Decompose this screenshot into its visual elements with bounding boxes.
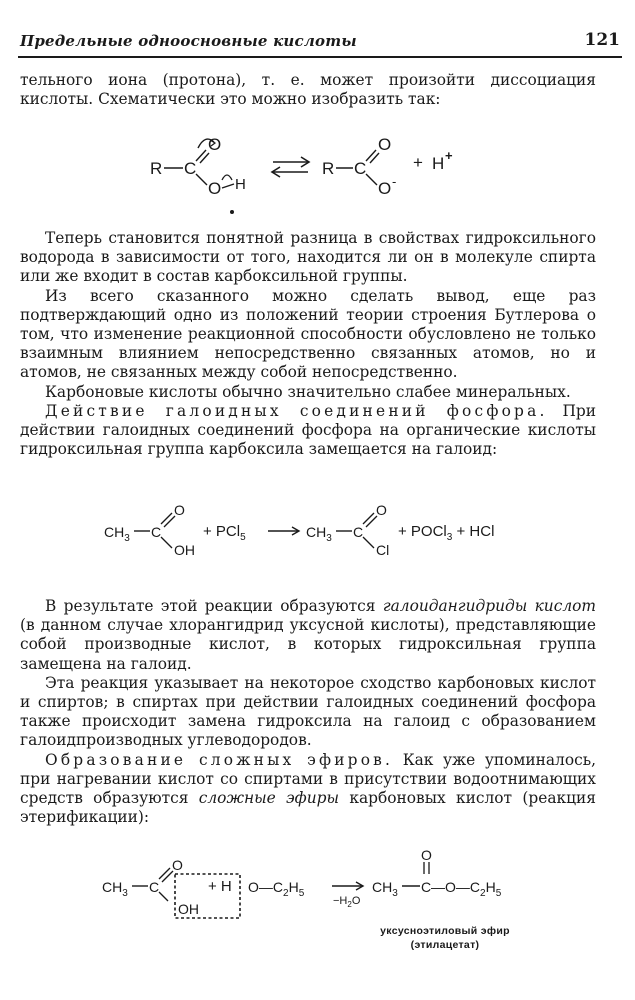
text-block-main [20, 229, 596, 459]
minus-water: $-H_2O$ [333, 895, 361, 909]
acetic-double-bond-a [161, 513, 172, 524]
acid-double-bond-3a [159, 868, 170, 879]
acetic-ch3: $CH_3$ [104, 524, 130, 544]
ester-label-alt: (этилацетат) [410, 939, 480, 951]
esterification-scheme [96, 846, 536, 926]
electron-shift-arrow-2 [222, 175, 232, 180]
products-pocl3-hcl: + POCl$_3$ + HCl [398, 523, 495, 543]
term-esters: сложные эфиры [198, 789, 340, 808]
chloride-c-cl-bond [363, 537, 374, 548]
paragraph-similarity: Эта реакция указывает на некоторое сходство карбоновых кислот и спиртов; в спиртах при действии галоидных соединений фосфора также происходит замена гидроксила на галоид с образованием галоидпроизводных углеводородов. [20, 673, 596, 750]
acid-double-bond-a [196, 150, 206, 161]
acetic-oxygen: O [174, 502, 185, 518]
text-block-lower [20, 597, 596, 827]
acid-c-oh-bond-3 [159, 892, 168, 901]
acid-r-atom: R [150, 159, 163, 178]
term-acid-halides: галоидангидриды кислот [382, 597, 596, 615]
ester-label-name: уксусноэтиловый эфир [380, 925, 510, 937]
plus-sign: + [413, 153, 423, 172]
text-block-intro [20, 71, 596, 109]
chloride-carbon: C [353, 524, 364, 540]
anion-charge: - [392, 174, 397, 189]
ink-speck [230, 210, 234, 214]
intro-line-1: тельного иона (протона), т. е. может произойти диссоциация [20, 71, 596, 89]
reagent-pcl5: + PCl$_5$ [203, 523, 246, 543]
chloride-double-bond-a [363, 513, 374, 524]
paragraph-acid-halides: В результате этой реакции образуются галоидангидриды кислот (в данном случае хлорангидрид уксусной кислоты), представляющие собой производные кислот, в которых гидроксильная группа замещена на галоид. [20, 597, 596, 673]
proton-charge: + [445, 148, 453, 163]
acetic-hydroxyl: OH [174, 542, 195, 558]
proton: H [432, 154, 445, 173]
chloride-ch3: $CH_3$ [306, 524, 332, 544]
acetic-c-oh-bond [161, 537, 172, 548]
acetic-carbon: C [151, 524, 162, 540]
acid-hydrogen: H [235, 176, 246, 193]
acid-carbon: C [184, 159, 197, 178]
acid-c-o-bond [196, 174, 207, 185]
paragraph-esters: Образование сложных эфиров. Как уже упоминалось, при нагревании кислот со спиртами в присутствии водоотнимающих средств образуются сложные эфиры карбоновых кислот (реакция этерификации): [20, 750, 596, 827]
anion-carbonyl-oxygen: O [378, 135, 392, 154]
ester-tail: $—O—C_2H_5$ [431, 879, 502, 899]
alcohol-o-ethyl: $O—C_2H_5$ [248, 879, 305, 899]
dissociation-scheme [110, 128, 510, 220]
acid-hydroxyl-3: OH [178, 901, 199, 917]
page-number: 121 [584, 30, 620, 50]
alcohol-h: + H [208, 878, 232, 895]
anion-r-atom: R [322, 159, 335, 178]
paragraph-butlerov: Из всего сказанного можно сделать вывод, еще раз подтверждающий одно из положений теории строения Бутлерова о том, что изменение реакционной способности обусловлено не только взаимным влиянием непосредственно связанных атомов, но и атомов, не связанных между собой непосредственно. [20, 286, 596, 382]
ester-carbonyl-oxygen: O [421, 847, 432, 863]
anion-oxygen: O [378, 179, 392, 198]
anion-carbon: C [354, 159, 367, 178]
section-title-phosphorus: Действие галоидных соединений фосфора. [45, 401, 548, 420]
intro-line-2: кислоты. Схематически это можно изобразить так: [20, 90, 441, 109]
chloride-chlorine: Cl [376, 542, 390, 558]
paragraph-hydroxyl: Теперь становится понятной разница в свойствах гидроксильного водорода в зависимости от того, находится ли он в молекуле спирта или же входит в состав карбоксильной группы. [20, 229, 596, 286]
ester-carbon: C [421, 879, 432, 895]
header-title: Предельные одноосновные кислоты [20, 32, 357, 50]
paragraph-phosphorus [20, 402, 596, 460]
phosphorus-text: При действии галоидных соединений фосфора на органические кислоты гидроксильная группа карбоксила замещается на галоид: [20, 401, 596, 459]
anion-double-bond-a [366, 150, 376, 161]
anion-c-o-bond [366, 174, 377, 185]
running-header [20, 28, 620, 54]
acid-carbonyl-oxygen: O [208, 135, 222, 154]
acid-hydroxyl-oxygen: O [208, 179, 222, 198]
acid-carbon-3: C [149, 879, 160, 895]
acid-ch3: $CH_3$ [102, 879, 128, 899]
header-rule [18, 56, 622, 58]
acid-o-h-bond [222, 184, 234, 188]
pcl5-reaction-scheme [100, 500, 540, 572]
section-title-esters: Образование сложных эфиров. [45, 750, 394, 769]
paragraph-weak-acids: Карбоновые кислоты обычно значительно слабее минеральных. [45, 382, 571, 401]
chloride-oxygen: O [376, 502, 387, 518]
ester-ch3: $CH_3$ [372, 879, 398, 899]
acid-oxygen-3: O [172, 857, 183, 873]
